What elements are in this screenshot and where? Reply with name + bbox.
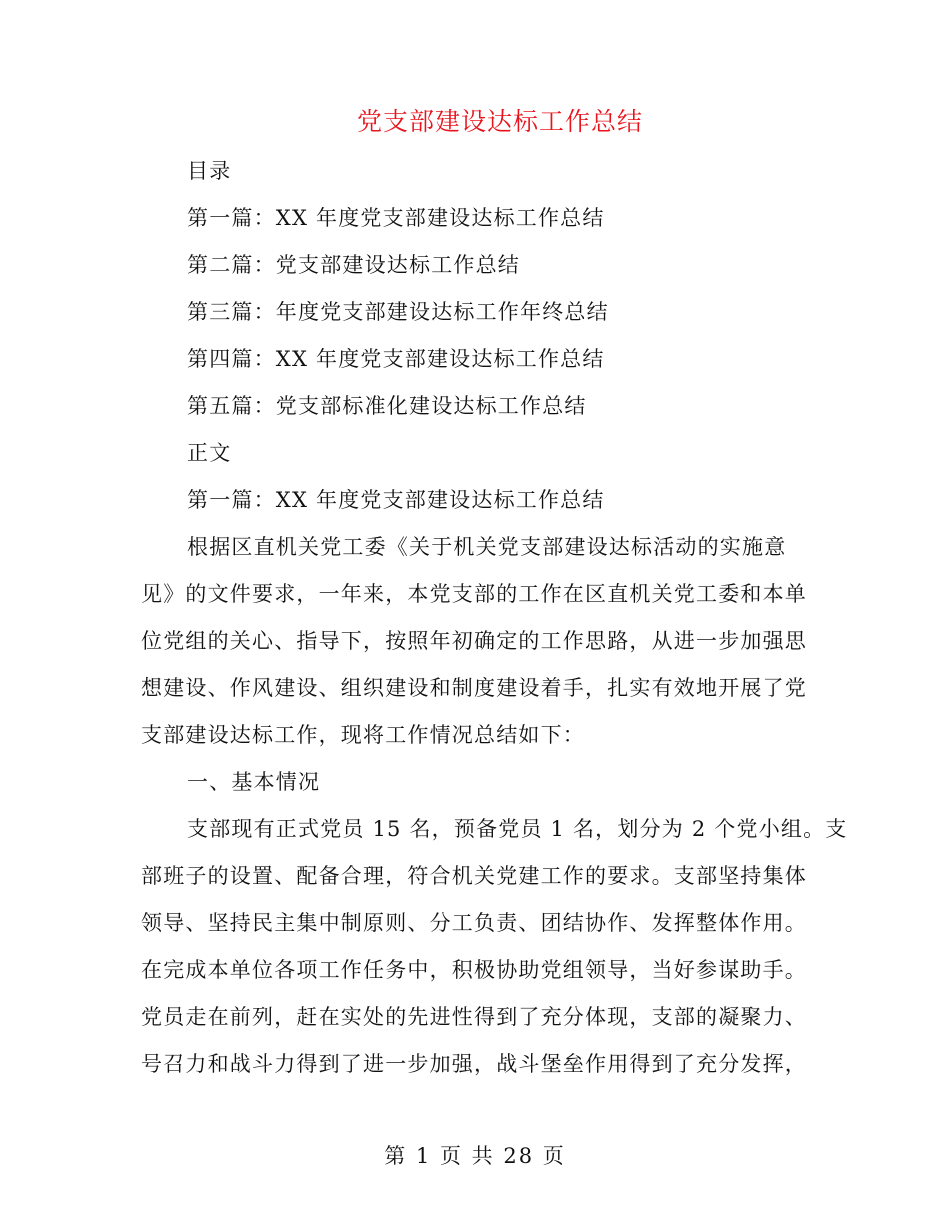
section-heading-1: 第一篇：XX 年度党支部建设达标工作总结 [187,488,605,512]
paragraph-line: 想建设、作风建设、组织建设和制度建设着手，扎实有效地开展了党 [141,676,807,700]
paragraph-line: 支部建设达标工作，现将工作情况总结如下： [141,723,585,747]
paragraph-line: 根据区直机关党工委《关于机关党支部建设达标活动的实施意 [187,535,787,559]
toc-heading: 目录 [187,159,232,183]
body-heading: 正文 [187,441,232,465]
toc-item-2: 第二篇：党支部建设达标工作总结 [187,253,520,277]
paragraph-line: 号召力和战斗力得到了进一步加强，战斗堡垒作用得到了充分发挥， [141,1052,807,1076]
paragraph-line: 领导、坚持民主集中制原则、分工负责、团结协作、发挥整体作用。 [141,911,807,935]
page-number: 第 1 页 共 28 页 [384,1144,566,1168]
document-body [141,148,848,1088]
paragraph-line: 党员走在前列，赶在实处的先进性得到了充分体现，支部的凝聚力、 [141,1005,807,1029]
paragraph-line: 在完成本单位各项工作任务中，积极协助党组领导，当好参谋助手。 [141,958,807,982]
paragraph-line: 位党组的关心、指导下，按照年初确定的工作思路，从进一步加强思 [141,629,807,653]
document-title: 党支部建设达标工作总结 [356,107,643,136]
subsection-heading: 一、基本情况 [187,770,321,794]
toc-item-3: 第三篇：年度党支部建设达标工作年终总结 [187,300,609,324]
paragraph-line: 支部现有正式党员 15 名，预备党员 1 名，划分为 2 个党小组。支 [187,817,848,841]
toc-item-1: 第一篇：XX 年度党支部建设达标工作总结 [187,206,605,230]
paragraph-line: 见》的文件要求，一年来，本党支部的工作在区直机关党工委和本单 [141,582,807,606]
paragraph-line: 部班子的设置、配备合理，符合机关党建工作的要求。支部坚持集体 [141,864,807,888]
toc-item-4: 第四篇：XX 年度党支部建设达标工作总结 [187,347,605,371]
toc-item-5: 第五篇：党支部标准化建设达标工作总结 [187,394,587,418]
